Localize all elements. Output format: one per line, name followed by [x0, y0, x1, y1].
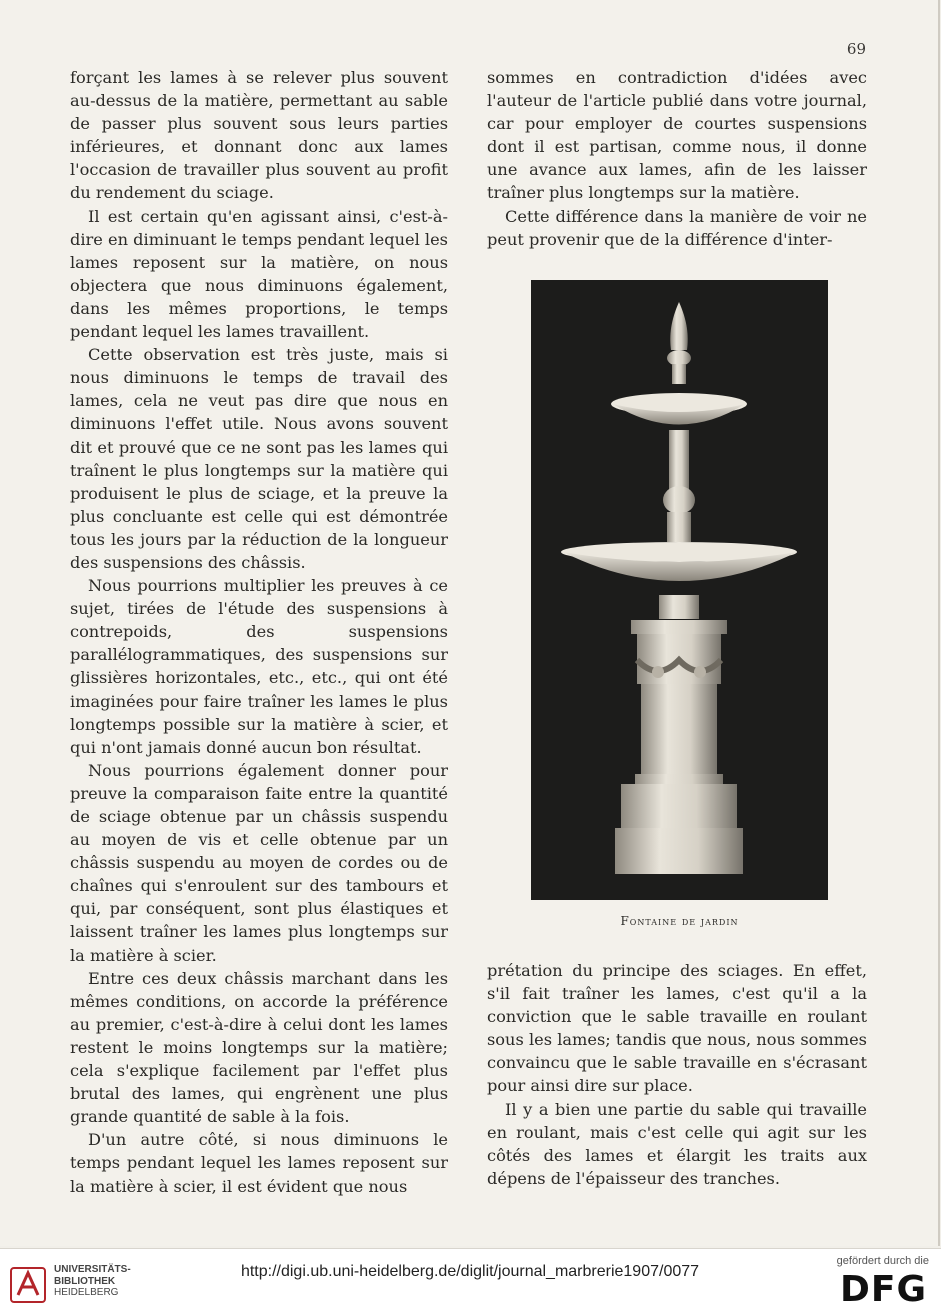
- figure-caption: Fontaine de jardin: [620, 914, 739, 928]
- dfg-logo: DFG: [839, 1269, 927, 1310]
- digitization-footer: [0, 1248, 941, 1315]
- paragraph: Il y a bien une partie du sable qui travaille en roulant, mais c'est celle qui agit sur les côtés des lames et élargit les traits aux dépens de l'épaisseur des tranches.: [487, 1099, 867, 1188]
- right-column-top: [487, 66, 867, 251]
- fountain-photograph: [531, 280, 828, 900]
- funded-by-label: gefördert durch die: [836, 1255, 929, 1267]
- left-column: [70, 66, 448, 1198]
- paragraph: Il est certain qu'en agissant ainsi, c'est-à-dire en diminuant le temps pendant lequel les lames reposent sur la matière, on nous objectera que nous diminuons également, dans les mêmes proportions, le temps pendant lequel les lames travaillent.: [70, 206, 448, 342]
- page-number: 69: [846, 40, 866, 58]
- paragraph: Cette observation est très juste, mais si nous diminuons le temps de travail des lames, cela ne veut pas dire que nous en diminuons l'effet utile. Nous avons souvent dit et prouvé que ce ne sont pas les lames qui traînent le plus longtemps sur la matière qui produisent le plus de sciage, et la preuve la plus concluante est celle qui est démontrée tous les jours par la réduction de la longueur des suspensions des châssis.: [70, 345, 448, 572]
- permalink[interactable]: http://digi.ub.uni-heidelberg.de/diglit/journal_marbrerie1907/0077: [240, 1263, 700, 1280]
- paragraph: Cette différence dans la manière de voir ne peut provenir que de la différence d'inter-: [487, 206, 867, 249]
- right-column-bottom: [487, 959, 867, 1190]
- paragraph: sommes en contradiction d'idées avec l'auteur de l'article publié dans votre journal, car pour employer de courtes suspensions dont il est partisan, comme nous, il donne une avance aux lames, afin de les laisser traîner plus longtemps sur la matière.: [487, 68, 867, 203]
- paragraph: Nous pourrions également donner pour preuve la comparaison faite entre la quantité de sciage obtenue par un châssis suspendu au moyen de vis et celle obtenue par un châssis suspendu au moyen de cordes ou de chaînes qui s'enroulent sur des tambours et qui, par conséquent, sont plus élastiques et laissent traîner les lames plus longtemps sur la matière à scier.: [70, 760, 448, 965]
- institution-name: UNIVERSITÄTS- BIBLIOTHEK HEIDELBERG: [54, 1264, 131, 1298]
- paragraph: D'un autre côté, si nous diminuons le temps pendant lequel les lames reposent sur la matière à scier, il est évident que nous: [70, 1130, 448, 1196]
- paragraph: Nous pourrions multiplier les preuves à ce sujet, tirées de l'étude des suspensions à contrepoids, des suspensions parallélogrammatiques, des suspensions sur glissières horizontales, etc., etc., qui ont été imaginées pour faire traîner les lames le plus longtemps possible sur la matière à scier, et qui n'ont jamais donné aucun bon résultat.: [70, 576, 448, 757]
- paragraph: prétation du principe des sciages. En effet, s'il fait traîner les lames, c'est qu'il a la conviction que le sable travaille en roulant sous les lames; tandis que nous, nous sommes convaincu que le sable travaille en s'écrasant pour ainsi dire sur place.: [487, 961, 867, 1096]
- paragraph: forçant les lames à se relever plus souvent au-dessus de la matière, permettant au sable de passer plus souvent sous leurs parties inférieures, et donnant donc aux lames l'occasion de travailler plus souvent au profit du rendement du sciage.: [70, 68, 448, 203]
- paragraph: Entre ces deux châssis marchant dans les mêmes conditions, on accorde la préférence au premier, c'est-à-dire à celui dont les lames restent le moins longtemps sur la matière; cela s'explique facilement par l'effet plus brutal des lames, qui engrènent une plus grande quantité de sable à la fois.: [70, 968, 448, 1127]
- university-seal-icon: [10, 1267, 46, 1303]
